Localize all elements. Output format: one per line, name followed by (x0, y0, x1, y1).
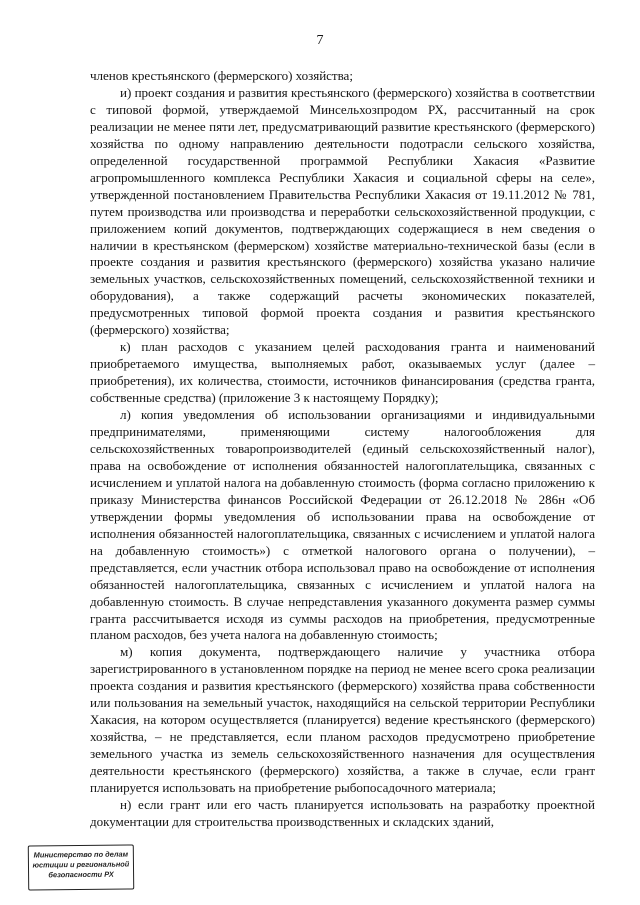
page-number: 7 (316, 33, 324, 48)
paragraph-item-m: м) копия документа, подтверждающего наличие у участника отбора зарегистрированного в установленном порядке на период не менее всего срока реализации проекта создания и развития крестьянского (фермерского) хозяйства права собственности или пользования на земельный участок, находящийся на сельской территории Республики Хакасия, на котором осуществляется (планируется) ведение крестьянского (фермерского) хозяйства, – не представляется, если планом расходов предусмотрено приобретение земельного участка из земель сельскохозяйственного назначения для осуществления деятельности крестьянского (фермерского) хозяйства, а также в случае, если грант планируется использовать на приобретение рыбопосадочного материала; (90, 644, 595, 796)
stamp-line: безопасности РХ (48, 869, 114, 880)
paragraph-item-l: л) копия уведомления об использовании организациями и индивидуальными предпринимателями, применяющими систему налогообложения для сельскохозяйственных товаропроизводителей (единый сельскохозяйственный налог), права на освобождение от исполнения обязанностей налогоплательщика, связанных с исчислением и уплатой налога на добавленную стоимость (форма согласно приложению к приказу Министерства финансов Российской Федерации от 26.12.2018 № 286н «Об утверждении формы уведомления об использовании права на освобождение от исполнения обязанностей налогоплательщика, связанных с исчислением и уплатой налога на добавленную стоимость») с отметкой налогового органа о получении), – представляется, если участник отбора использовал право на освобождение от исполнения обязанностей налогоплательщика, связанных с исчислением и уплатой налога на добавленную стоимость. В случае непредставления указанного документа размер суммы гранта рассчитывается исходя из суммы расходов на приобретения, предусмотренные планом расходов, без учета налога на добавленную стоимость; (90, 407, 595, 643)
document-body (90, 68, 595, 831)
stamp-line: юстиции и региональной (32, 859, 130, 870)
paragraph-item-k: к) план расходов с указанием целей расходования гранта и наименований приобретаемого имущества, выполняемых работ, оказываемых услуг (далее – приобретения), их количества, стоимости, источников финансирования (средства гранта, собственные средства) (приложение 3 к настоящему Порядку); (90, 339, 595, 406)
ministry-stamp (28, 844, 134, 890)
paragraph-item-i: и) проект создания и развития крестьянского (фермерского) хозяйства в соответствии с типовой формой, утверждаемой Минсельхозпродом РХ, рассчитанный на срок реализации не менее пяти лет, предусматривающий развитие крестьянского (фермерского) хозяйства по одному направлению деятельности подотрасли сельского хозяйства, определенной государственной программой Республики Хакасия «Развитие агропромышленного комплекса Республики Хакасия и социальной сферы на селе», утвержденной постановлением Правительства Республики Хакасия от 19.11.2012 № 781, путем производства или производства и переработки сельскохозяйственной продукции, с приложением копий документов, подтверждающих содержащиеся в нем сведения о наличии в крестьянском (фермерском) хозяйстве материально-технической базы (если в проекте создания и развития крестьянского (фермерского) хозяйства указано наличие земельных участков, сельскохозяйственных помещений, сельскохозяйственной техники и оборудования), а также содержащий расчеты экономических показателей, предусмотренных типовой формой проекта создания и развития крестьянского (фермерского) хозяйства; (90, 84, 595, 338)
paragraph-item-n: н) если грант или его часть планируется использовать на разработку проектной документации для строительства производственных и складских зданий, (90, 796, 595, 829)
stamp-line: Министерство по делам (33, 849, 129, 860)
paragraph-continuation: членов крестьянского (фермерского) хозяйства; (90, 68, 353, 83)
